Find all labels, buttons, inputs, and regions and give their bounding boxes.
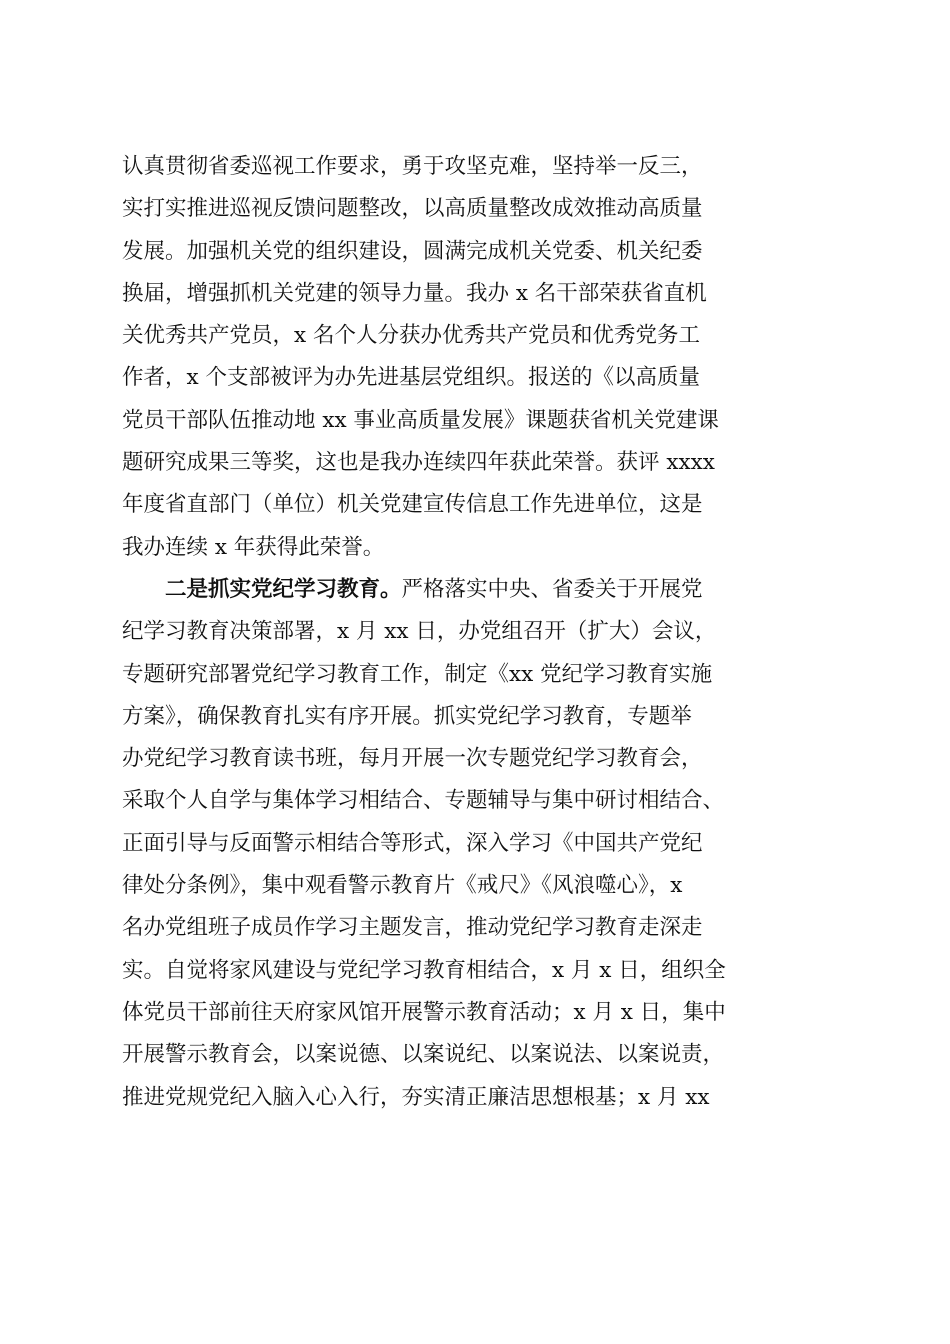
text-line: 办党纪学习教育读书班，每月开展一次专题党纪学习教育会， bbox=[122, 746, 703, 772]
text-line: 采取个人自学与集体学习相结合、专题辅导与集中研讨相结合、 bbox=[122, 788, 725, 814]
text-line: 方案》，确保教育扎实有序开展。抓实党纪学习教育，专题举 bbox=[122, 703, 692, 729]
text-line: 推进党规党纪入脑入心入行，夯实清正廉洁思想根基；x 月 xx bbox=[122, 1084, 710, 1110]
text-line: 发展。加强机关党的组织建设，圆满完成机关党委、机关纪委 bbox=[122, 238, 703, 264]
text-line: 认真贯彻省委巡视工作要求，勇于攻坚克难，坚持举一反三， bbox=[122, 154, 703, 179]
text-line: 党员干部队伍推动地 xx 事业高质量发展》课题获省机关党建课 bbox=[122, 407, 719, 433]
text-line-first bbox=[122, 569, 842, 611]
paragraph-lead-heading: 二是抓实党纪学习教育。 bbox=[165, 576, 402, 602]
text-line: 实打实推进巡视反馈问题整改，以高质量整改成效推动高质量 bbox=[122, 196, 703, 222]
text-line: 关优秀共产党员，x 名个人分获办优秀共产党员和优秀党务工 bbox=[122, 323, 700, 349]
text-line: 正面引导与反面警示相结合等形式，深入学习《中国共产党纪 bbox=[122, 830, 703, 856]
text-line: 开展警示教育会，以案说德、以案说纪、以案说法、以案说责， bbox=[122, 1042, 725, 1068]
text-line: 实。自觉将家风建设与党纪学习教育相结合，x 月 x 日，组织全 bbox=[122, 957, 726, 983]
text-line: 律处分条例》，集中观看警示教育片《戒尺》《风浪噬心》，x bbox=[122, 873, 683, 899]
text-line: 体党员干部前往天府家风馆开展警示教育活动；x 月 x 日，集中 bbox=[122, 999, 726, 1025]
body-text bbox=[122, 146, 842, 1119]
text-line: 纪学习教育决策部署，x 月 xx 日，办党组召开（扩大）会议， bbox=[122, 619, 717, 645]
text-line: 年度省直部门（单位）机关党建宣传信息工作先进单位，这是 bbox=[122, 492, 703, 518]
paragraph-1 bbox=[122, 146, 842, 569]
text-line: 专题研究部署党纪学习教育工作，制定《xx 党纪学习教育实施 bbox=[122, 661, 713, 687]
text-line: 换届，增强抓机关党建的领导力量。我办 x 名干部荣获省直机 bbox=[122, 280, 707, 306]
text-line: 我办连续 x 年获得此荣誉。 bbox=[122, 534, 385, 560]
text-line: 作者，x 个支部被评为办先进基层党组织。报送的《以高质量 bbox=[122, 365, 700, 391]
paragraph-2 bbox=[122, 569, 842, 1119]
text-line: 名办党组班子成员作学习主题发言，推动党纪学习教育走深走 bbox=[122, 915, 703, 941]
text-line: 题研究成果三等奖，这也是我办连续四年获此荣誉。获评 xxxx bbox=[122, 450, 715, 476]
text-line-rest: 严格落实中央、省委关于开展党 bbox=[401, 576, 703, 602]
